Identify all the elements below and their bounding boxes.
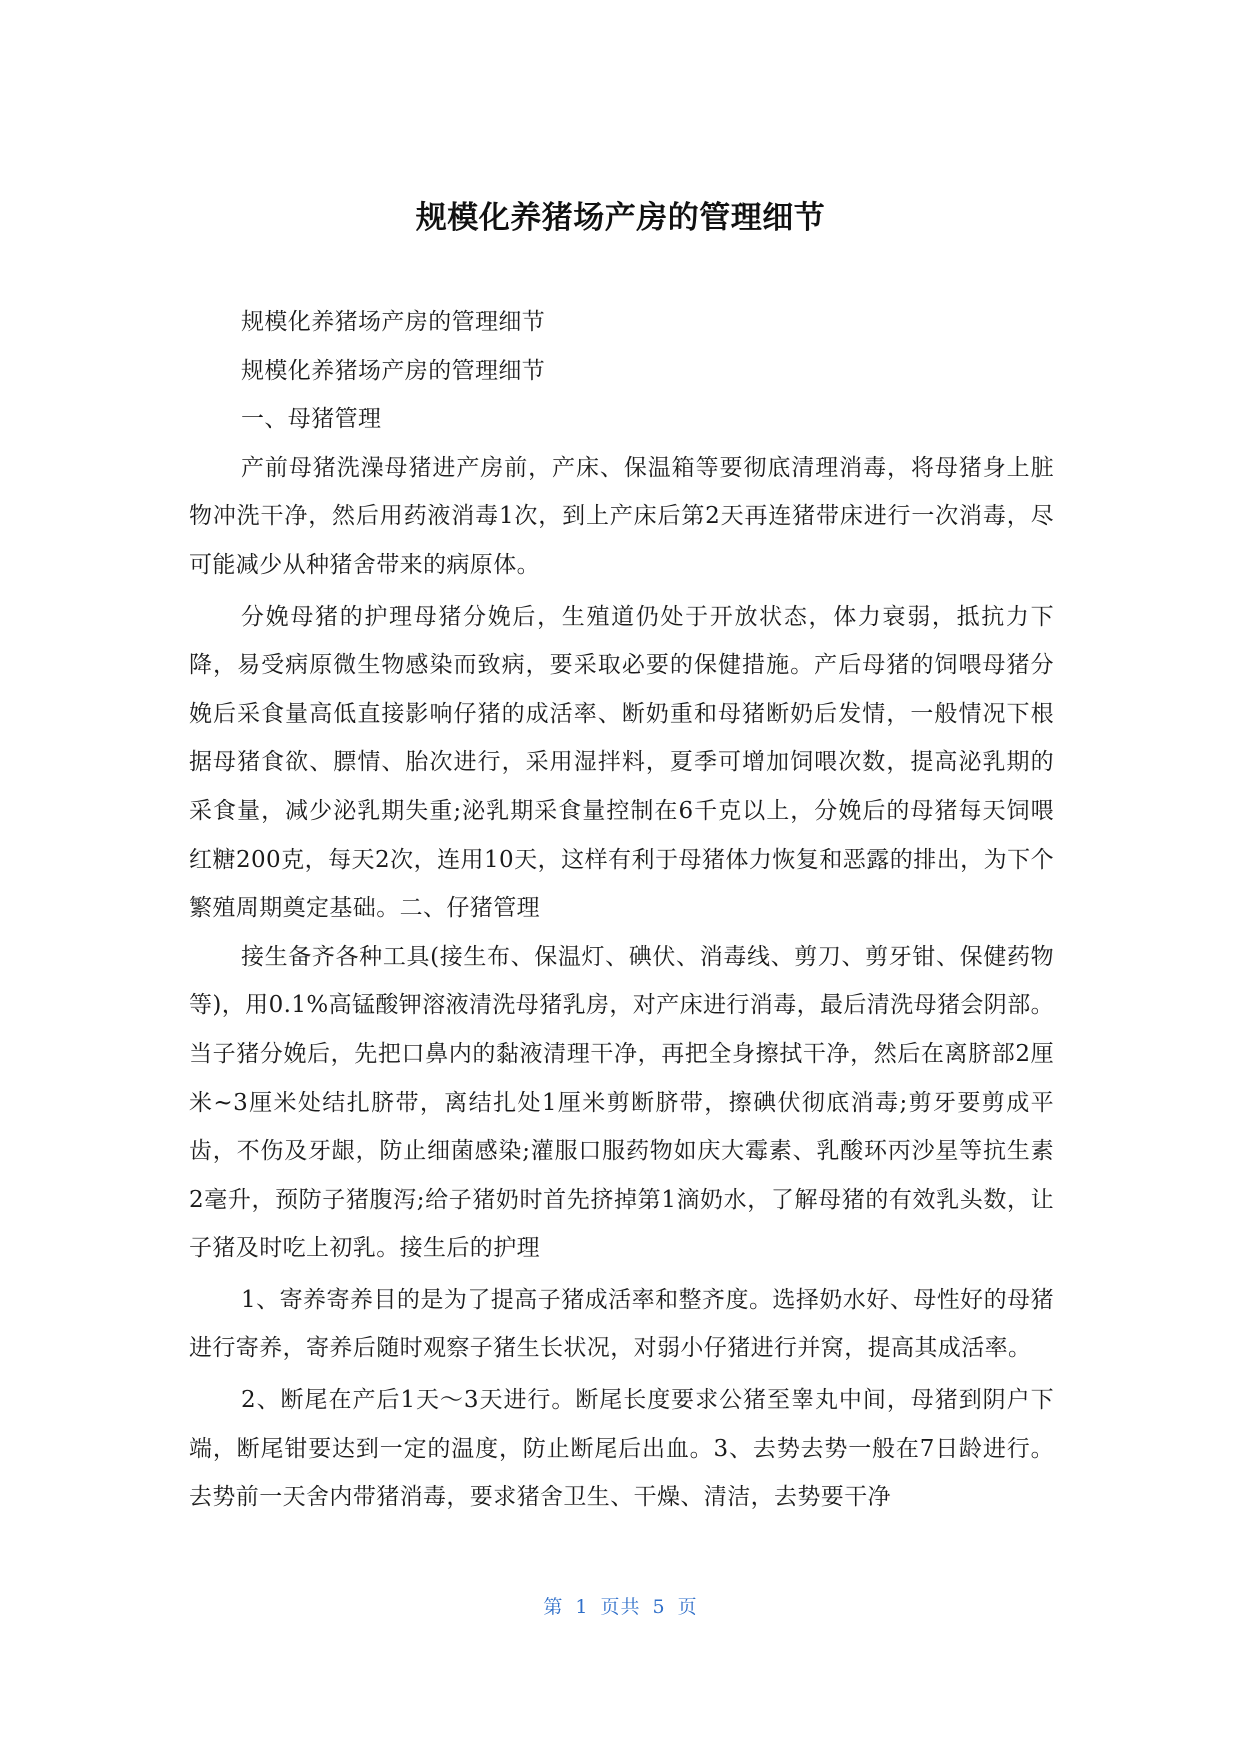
- footer-label-page: 第: [543, 1596, 564, 1618]
- paragraph-prepartum-bathing: 产前母猪洗澡母猪进产房前，产床、保温箱等要彻底清理消毒，将母猪身上脏物冲洗干净，然后用药液消毒1次，到上产床后第2天再连猪带床进行一次消毒，尽可能减少从种猪舍带来的病原体。: [189, 454, 1054, 578]
- document-title: 规模化养猪场产房的管理细节: [415, 200, 826, 236]
- footer-page-number: 1: [575, 1596, 589, 1618]
- footer-total-pages: 5: [652, 1596, 666, 1618]
- footer-label-unit: 页: [677, 1596, 698, 1618]
- paragraph-farrowing-assist: 接生备齐各种工具(接生布、保温灯、碘伏、消毒线、剪刀、剪牙钳、保健药物等)，用0.1%高锰酸钾溶液清洗母猪乳房，对产床进行消毒，最后清洗母猪会阴部。当子猪分娩后，先把口鼻内的黏液清理干净，再把全身擦拭干净，然后在离脐部2厘米~3厘米处结扎脐带，离结扎处1厘米剪断脐带，擦碘伏彻底消毒;剪牙要剪成平齿，不伤及牙龈，防止细菌感染;灌服口服药物如庆大霉素、乳酸环丙沙星等抗生素2毫升，预防子猪腹泻;给子猪奶时首先挤掉第1滴奶水，了解母猪的有效乳头数，让子猪及时吃上初乳。接生后的护理: [189, 943, 1055, 1262]
- paragraph-subtitle-1: 规模化养猪场产房的管理细节: [241, 309, 546, 335]
- document-body: [189, 298, 1054, 1522]
- paragraph-subtitle-2: 规模化养猪场产房的管理细节: [241, 357, 546, 384]
- page-footer: [0, 1592, 1241, 1619]
- footer-label-of: 页共: [600, 1596, 641, 1618]
- section-heading-sow-management: 一、母猪管理: [241, 406, 382, 433]
- paragraph-tail-docking: 2、断尾在产后1天～3天进行。断尾长度要求公猪至睾丸中间，母猪到阴户下端，断尾钳要达到一定的温度，防止断尾后出血。3、去势去势一般在7日龄进行。去势前一天舍内带猪消毒，要求猪舍卫生、干燥、清洁，去势要干净: [189, 1387, 1054, 1511]
- paragraph-fostering: 1、寄养寄养目的是为了提高子猪成活率和整齐度。选择奶水好、母性好的母猪进行寄养，寄养后随时观察子猪生长状况，对弱小仔猪进行并窝，提高其成活率。: [189, 1286, 1054, 1362]
- paragraph-postpartum-care: 分娩母猪的护理母猪分娩后，生殖道仍处于开放状态，体力衰弱，抵抗力下降，易受病原微生物感染而致病，要采取必要的保健措施。产后母猪的饲喂母猪分娩后采食量高低直接影响仔猪的成活率、断奶重和母猪断奶后发情，一般情况下根据母猪食欲、膘情、胎次进行，采用湿拌料，夏季可增加饲喂次数，提高泌乳期的采食量，减少泌乳期失重;泌乳期采食量控制在6千克以上，分娩后的母猪每天饲喂红糖200克，每天2次，连用10天，这样有利于母猪体力恢复和恶露的排出，为下个繁殖周期奠定基础。二、仔猪管理: [189, 603, 1054, 922]
